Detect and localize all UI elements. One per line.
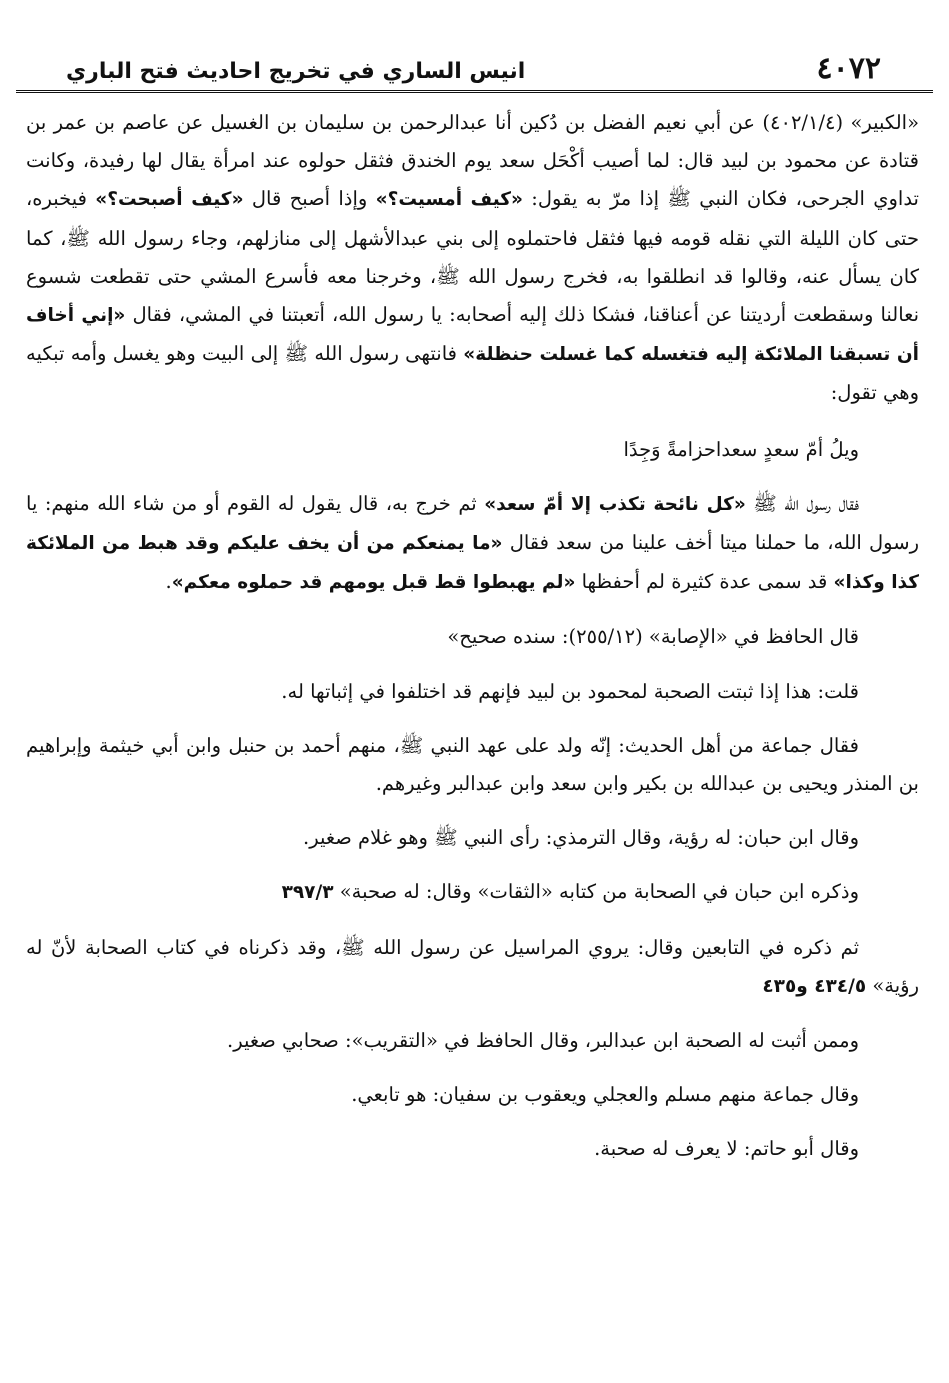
bold-reference: ٤٣٤/٥ و٤٣٥ (762, 975, 867, 997)
text-run: قد سمى عدة كثيرة لم أحفظها (575, 570, 834, 594)
running-title: انيس الساري في تخريج احاديث فتح الباري (66, 59, 526, 84)
bold-quote: «ما يمنعكم من أن يخف عليكم وقد هبط من الملائكة كذا وكذا» (26, 533, 919, 594)
bold-quote: «إني أخاف أن تسبقنا الملائكة إليه فتغسله كما غسلت حنظلة» (26, 305, 919, 366)
text-run: ثم ذكره في التابعين وقال: يروي المراسيل عن رسول الله ﷺ، وقد ذكرناه في كتاب الصحابة لأنّ له رؤية» (26, 935, 919, 997)
page-header (16, 38, 933, 93)
paragraph-tabiin (26, 929, 919, 1006)
text-run: «الكبير» (٤٠٢/١/٤) عن أبي نعيم الفضل بن دُكين أنا عبدالرحمن بن سليمان بن الغسيل عن عاصم بن عمر بن قتادة عن محمود بن لبيد قال: لما أصيب أكْحَل سعد يوم الخندق فثقل حولوه عند امرأة يقال لها رفيدة، وكانت تداوي الجرحى، فكان النبي ﷺ إذا مرّ به يقول: (26, 111, 919, 211)
paragraph-qultu: قلت: هذا إذا ثبتت الصحبة لمحمود بن لبيد فإنهم قد اختلفوا في إثباتها له. (281, 679, 859, 703)
paragraph-hafiz: قال الحافظ في «الإصابة» (٢٥٥/١٢): سنده صحيح» (447, 625, 859, 649)
paragraph-thiqat (26, 873, 919, 912)
paragraph-ibn-abdulbarr: وممن أثبت له الصحبة ابن عبدالبر، وقال الحافظ في «التقريب»: صحابي صغير. (227, 1029, 859, 1053)
bold-quote: «كيف أمسيت؟» (375, 189, 523, 211)
paragraph-hadith (26, 104, 919, 413)
text-run: فقال رسول الله ﷺ (745, 491, 859, 515)
text-run: فيخبره، حتى كان الليلة التي نقله قومه فيها فثقل فاحتملوه إلى بني عبدالأشهل إلى منازلهم، وجاء رسول الله ﷺ، كما كان يسأل عنه، وقالوا قد انطلقوا به، فخرج رسول الله ﷺ، وخرجنا معه فأسرع المشي حتى تقطعت شسوع نعالنا وسقطعت أرديتنا عن أعناقنا، فشكا ذلك إليه أصحابه: يا رسول الله، أتعبتنا في المشي، فقال (26, 187, 919, 327)
paragraph-continuation (26, 485, 919, 603)
paragraph-companions: فقال جماعة من أهل الحديث: إنّه ولد على عهد النبي ﷺ، منهم أحمد بن حنبل وابن أبي خيثمة وإبراهيم بن المنذر ويحيى بن عبدالله بن بكير وابن سعد وابن عبدالبر وغيرهم. (26, 733, 919, 796)
text-run: وإذا أصبح قال (243, 187, 376, 211)
text-run: . (165, 570, 172, 594)
paragraph-tabii: وقال جماعة منهم مسلم والعجلي ويعقوب بن سفيان: هو تابعي. (351, 1083, 859, 1107)
text-run: ثم خرج به، قال يقول له القوم أو من شاء الله منهم: يا رسول الله، ما حملنا ميتا أخف علينا من سعد فقال (26, 491, 919, 555)
paragraph-abu-hatim: وقال أبو حاتم: لا يعرف له صحبة. (594, 1137, 859, 1161)
bold-quote: «لم يهبطوا قط قبل يومهم قد حملوه معكم» (171, 572, 576, 594)
bold-reference: ٣٩٧/٣ (281, 882, 334, 904)
bold-quote: «كيف أصبحت؟» (95, 189, 244, 211)
page-number: ٤٠٧٢ (816, 51, 881, 86)
poetry-verse: ويلُ أمّ سعدٍ سعداحزامةً وَجِدًا (623, 437, 859, 461)
paragraph-ibn-hibban: وقال ابن حبان: له رؤية، وقال الترمذي: رأى النبي ﷺ وهو غلام صغير. (303, 826, 859, 850)
bold-quote: «كل نائحة تكذب إلا أمّ سعد» (484, 493, 746, 515)
text-run: فانتهى رسول الله ﷺ إلى البيت وهو يغسل وأمه تبكيه وهي تقول: (26, 342, 919, 405)
page-body (26, 104, 919, 1185)
text-run: وذكره ابن حبان في الصحابة من كتابه «الثقات» وقال: له صحبة» (333, 880, 859, 904)
